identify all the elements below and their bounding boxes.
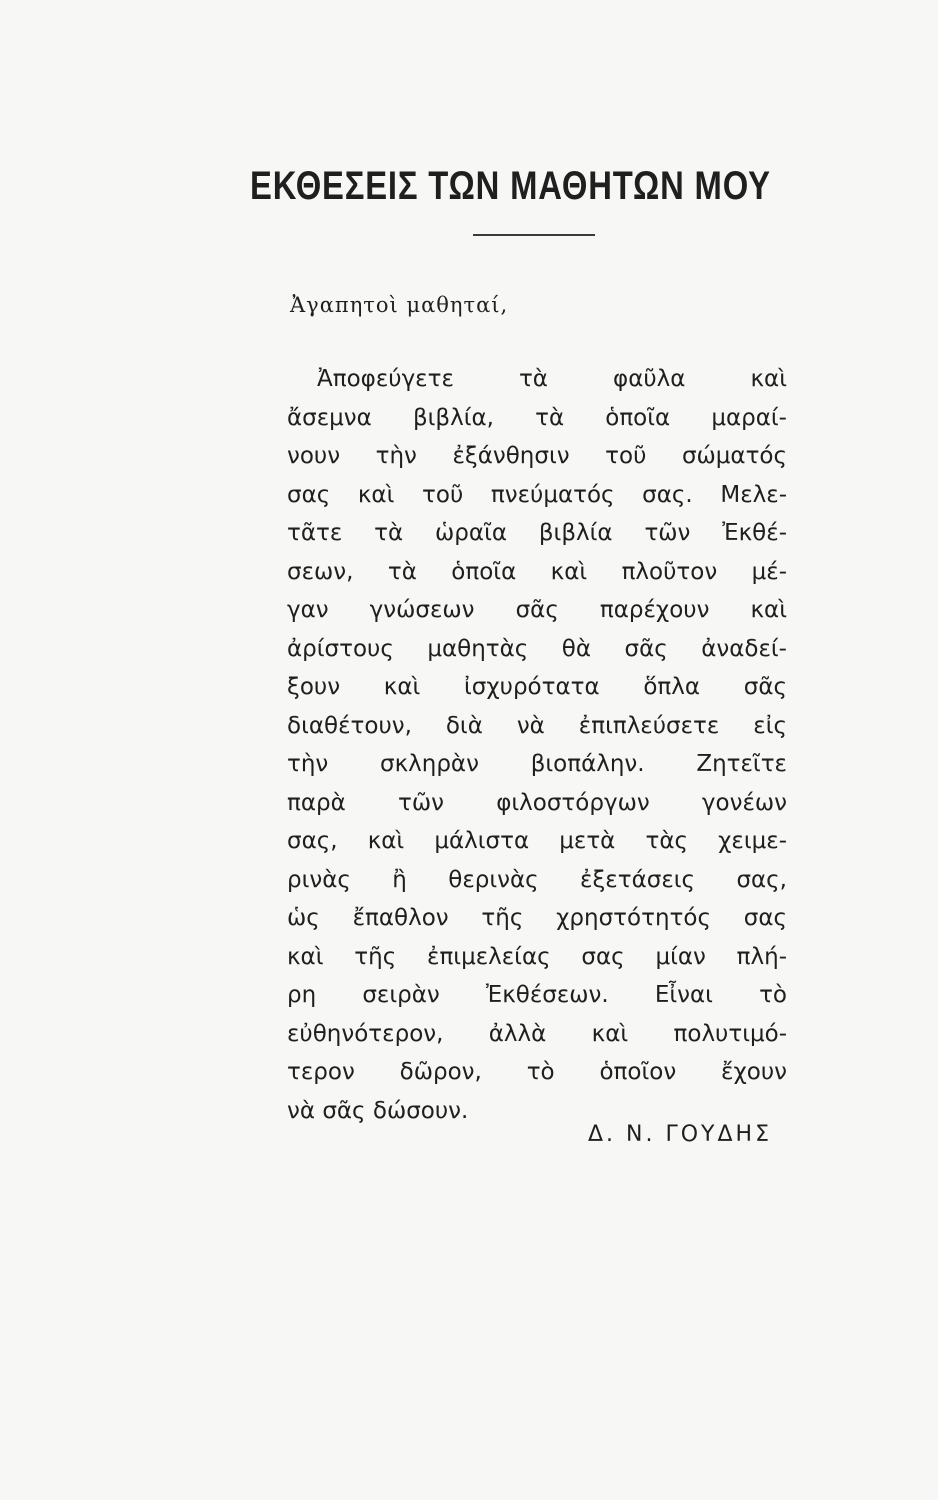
- body-line: ὡς ἔπαθλον τῆς χρηστότητός σας: [287, 905, 787, 931]
- body-line: σας, καὶ μάλιστα μετὰ τὰς χειμε-: [287, 828, 787, 854]
- body-line: παρὰ τῶν φιλοστόργων γονέων: [287, 789, 787, 816]
- body-line: ρη σειρὰν Ἐκθέσεων. Εἶναι τὸ: [287, 982, 787, 1008]
- body-line: Ἀποφεύγετε τὰ φαῦλα καὶ: [317, 366, 787, 392]
- body-line: ρινὰς ἢ θερινὰς ἐξετάσεις σας,: [287, 866, 787, 893]
- body-line: γαν γνώσεων σᾶς παρέχουν καὶ: [287, 597, 787, 623]
- body-line: σεων, τὰ ὁποῖα καὶ πλοῦτον μέ-: [287, 558, 787, 585]
- body-line: καὶ τῆς ἐπιμελείας σας μίαν πλή-: [287, 943, 787, 970]
- body-line: νουν τὴν ἐξάνθησιν τοῦ σώματός: [287, 443, 787, 469]
- body-line: εὐθηνότερον, ἀλλὰ καὶ πολυτιμό-: [287, 1020, 787, 1047]
- page-title: ΕΚΘΕΣΕΙΣ ΤΩΝ ΜΑΘΗΤΩΝ ΜΟΥ: [250, 164, 771, 208]
- body-line: τᾶτε τὰ ὡραῖα βιβλία τῶν Ἐκθέ-: [287, 520, 787, 546]
- body-line: ἀρίστους μαθητὰς θὰ σᾶς ἀναδεί-: [287, 635, 787, 662]
- body-line: διαθέτουν, διὰ νὰ ἐπιπλεύσετε εἰς: [287, 712, 787, 739]
- body-line: ἄσεμνα βιβλία, τὰ ὁποῖα μαραί-: [287, 404, 787, 431]
- author-signature: Δ. Ν. ΓΟΥΔΗΣ: [588, 1122, 772, 1147]
- body-line: ξουν καὶ ἰσχυρότατα ὅπλα σᾶς: [287, 674, 787, 700]
- salutation: Ἀγαπητοὶ μαθηταί,: [290, 293, 509, 317]
- title-divider: [473, 234, 595, 236]
- body-line: νὰ σᾶς δώσουν.: [287, 1097, 469, 1124]
- body-line: τὴν σκληρὰν βιοπάλην. Ζητεῖτε: [287, 751, 787, 777]
- body-line: σας καὶ τοῦ πνεύματός σας. Μελε-: [287, 481, 787, 508]
- body-paragraph: [287, 360, 787, 1130]
- body-line: τερον δῶρον, τὸ ὁποῖον ἔχουν: [287, 1059, 787, 1085]
